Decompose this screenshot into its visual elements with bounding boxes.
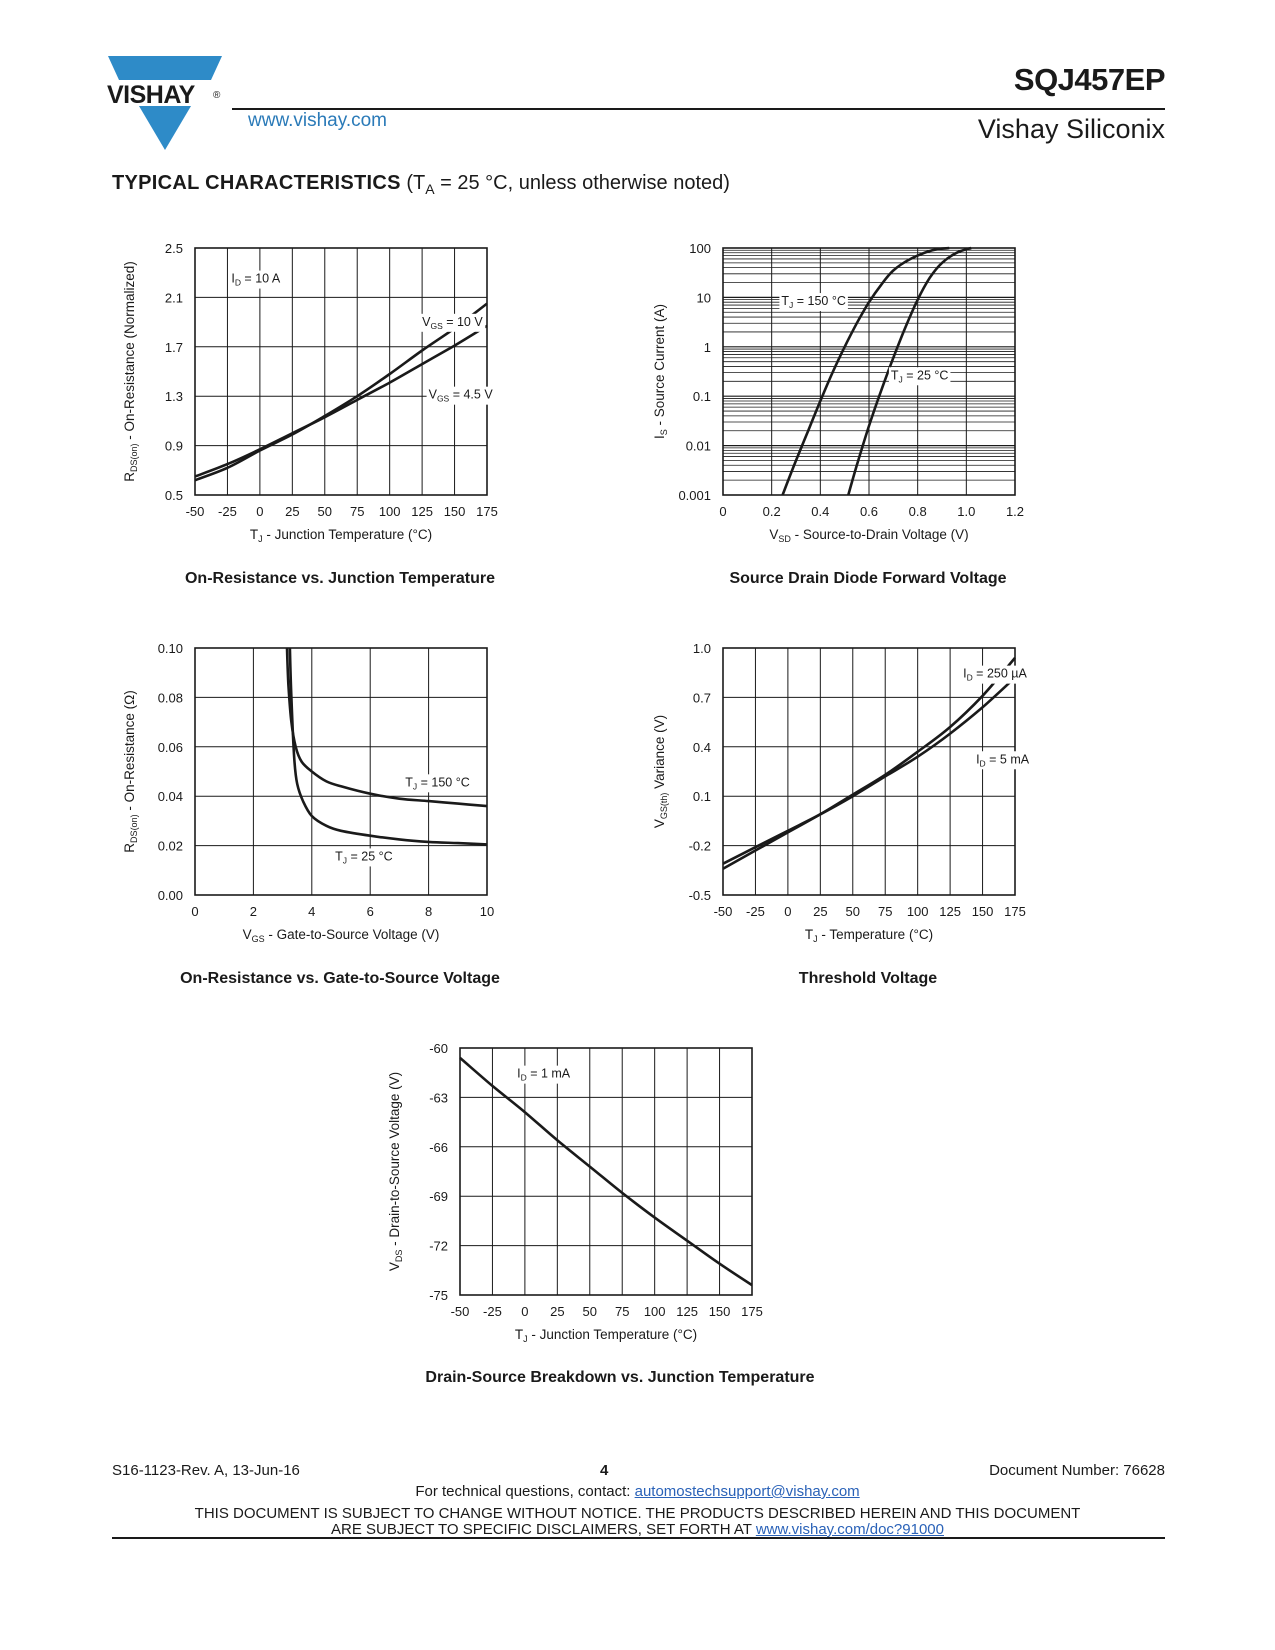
x-tick-label: 0 <box>191 904 199 919</box>
y-axis-label <box>652 304 669 439</box>
x-axis-label <box>769 527 968 544</box>
revision-info: S16-1123-Rev. A, 13-Jun-16 <box>112 1462 300 1479</box>
grid <box>723 248 1015 495</box>
x-axis-label-main: T <box>804 927 814 942</box>
annotation-text-text: = 250 µA <box>972 666 1027 681</box>
y-tick-label: 0.04 <box>157 789 183 805</box>
disclaimer-line-1: THIS DOCUMENT IS SUBJECT TO CHANGE WITHOUT NOTICE. THE PRODUCTS DESCRIBED HEREIN AND THIS DOCUMENT <box>194 1505 1081 1522</box>
x-tick-label: -25 <box>483 1304 502 1319</box>
caption-chart-4: Threshold Voltage <box>798 970 938 987</box>
annotation-1 <box>961 666 1029 684</box>
vishay-logo-text: VISHAY <box>107 81 195 109</box>
x-tick-label: 100 <box>378 504 401 519</box>
x-tick-label: 50 <box>317 504 333 519</box>
y-axis-label-sub: DS(on) <box>129 443 139 473</box>
x-tick-label: 75 <box>614 1304 630 1319</box>
y-tick-label: 2.1 <box>164 290 183 306</box>
y-tick-label: 0.7 <box>692 690 711 706</box>
chart-source-drain-diode <box>628 230 1068 570</box>
part-number: SQJ457EP <box>1013 62 1165 97</box>
vishay-logo-registered: ® <box>213 90 221 101</box>
plot-frame <box>460 1048 752 1295</box>
annotation-text-text: = 150 °C <box>417 775 470 790</box>
y-tick-label: 100 <box>689 241 711 256</box>
annotation-text-main: V <box>428 387 437 402</box>
y-tick-label: 0.00 <box>157 888 183 903</box>
x-tick-label: 0.8 <box>908 504 927 519</box>
y-axis-label-main: V <box>387 1262 402 1272</box>
annotation-text-main: T <box>890 368 899 383</box>
x-axis-label-main: V <box>242 927 252 942</box>
y-tick-label: 0.1 <box>692 789 711 805</box>
annotation-2 <box>974 751 1032 769</box>
y-tick-label: -72 <box>429 1238 448 1254</box>
x-tick-label: 50 <box>845 904 861 919</box>
y-axis-label-text: - Source Current (A) <box>652 303 667 430</box>
annotation-2 <box>420 314 485 332</box>
y-tick-label: -0.2 <box>688 838 711 854</box>
annotation-text-main: T <box>405 775 413 790</box>
x-axis-label <box>515 1327 697 1344</box>
x-tick-label: 175 <box>1004 904 1026 919</box>
x-axis-label-sub: J <box>523 1334 528 1344</box>
y-tick-label: 0.06 <box>157 739 183 755</box>
y-tick-label: 1.7 <box>164 339 183 355</box>
y-tick-label: 0.02 <box>157 838 183 854</box>
disclaimer-text: ARE SUBJECT TO SPECIFIC DISCLAIMERS, SET FORTH AT <box>331 1521 756 1538</box>
annotation-text-text: = 10 V <box>442 314 483 329</box>
annotation-1 <box>515 1066 573 1084</box>
y-axis-label <box>652 715 669 828</box>
x-axis-label-sub: GS <box>251 934 265 944</box>
x-axis-label-sub: SD <box>778 534 791 544</box>
x-axis-label-main: V <box>769 527 779 542</box>
disclaimer-link[interactable]: www.vishay.com/doc?91000 <box>755 1521 944 1538</box>
x-axis-label <box>805 927 933 944</box>
section-condition <box>406 172 730 197</box>
y-axis-label-text: - Drain-to-Source Voltage (V) <box>387 1071 402 1250</box>
vishay-logo-bar <box>108 56 222 80</box>
header-divider <box>232 108 1165 110</box>
section-title <box>112 172 730 197</box>
y-tick-label: 0.9 <box>164 438 183 454</box>
x-tick-label: -25 <box>218 504 237 519</box>
annotation-2 <box>889 367 951 385</box>
y-tick-label: 0.1 <box>692 389 711 405</box>
x-axis-label-sub: J <box>258 534 263 544</box>
y-tick-label: -66 <box>429 1139 448 1155</box>
x-tick-label: 6 <box>366 904 374 919</box>
annotation-text-sub: J <box>412 781 418 792</box>
y-tick-label: 2.5 <box>164 241 183 256</box>
y-axis-label-main: I <box>652 435 667 440</box>
series-line-2 <box>723 678 1015 864</box>
x-tick-label: 125 <box>411 504 433 519</box>
annotation-text-sub: J <box>898 374 903 385</box>
x-tick-label: 125 <box>676 1304 698 1319</box>
annotation-text-main: I <box>231 271 235 286</box>
annotation-text-sub: D <box>979 758 986 769</box>
y-axis-label-text: Variance (V) <box>652 714 667 793</box>
annotation-text-text: = 25 °C <box>902 368 949 383</box>
x-axis-label-text: - Temperature (°C) <box>817 927 934 942</box>
annotation-2 <box>333 848 395 866</box>
annotation-1 <box>779 293 848 311</box>
x-tick-label: 2 <box>249 904 258 919</box>
y-axis-label-sub: GS(th) <box>659 792 669 820</box>
y-tick-label: 0.5 <box>164 488 183 503</box>
annotation-text-sub: J <box>342 855 348 866</box>
website-link[interactable]: www.vishay.com <box>248 110 388 131</box>
caption-chart-3: On-Resistance vs. Gate-to-Source Voltage <box>180 970 500 987</box>
y-axis-label-text: - On-Resistance (Normalized) <box>122 261 137 444</box>
annotation-text <box>963 667 1027 683</box>
x-tick-label: 0.4 <box>811 504 830 519</box>
chart-threshold-voltage <box>628 630 1068 970</box>
x-axis-label <box>243 927 440 944</box>
x-tick-label: -25 <box>746 904 765 919</box>
y-tick-label: -0.5 <box>688 888 711 903</box>
annotation-text-main: I <box>517 1066 521 1081</box>
x-axis-label-main: T <box>249 527 259 542</box>
y-tick-label: 0.01 <box>685 438 711 454</box>
condition-pre: (T <box>406 172 426 194</box>
annotation-text-sub: D <box>966 672 973 683</box>
page-number: 4 <box>600 1462 609 1479</box>
caption-chart-2: Source Drain Diode Forward Voltage <box>729 570 1007 587</box>
contact-text: For technical questions, contact: <box>415 1483 635 1500</box>
caption-chart-1: On-Resistance vs. Junction Temperature <box>184 570 495 587</box>
annotation-text-sub: GS <box>436 393 450 404</box>
x-tick-label: 4 <box>308 904 316 919</box>
y-axis-label <box>122 690 139 852</box>
caption-chart-5: Drain-Source Breakdown vs. Junction Temperature <box>425 1369 815 1386</box>
y-tick-label: 0.4 <box>692 739 711 755</box>
annotation-text-sub: D <box>234 277 241 288</box>
company-name: Vishay Siliconix <box>977 114 1165 144</box>
y-axis-label-main: V <box>652 819 667 829</box>
x-tick-label: 175 <box>741 1304 763 1319</box>
x-tick-label: 1.2 <box>1005 504 1025 519</box>
x-tick-label: 0 <box>256 504 264 519</box>
contact-email-link[interactable]: automostechsupport@vishay.com <box>634 1483 860 1500</box>
annotation-3 <box>427 387 496 405</box>
annotation-text-sub: D <box>520 1072 527 1083</box>
chart-breakdown-vs-temperature <box>365 1030 805 1370</box>
x-tick-label: 50 <box>582 1304 598 1319</box>
annotation-text-main: T <box>335 849 343 864</box>
x-axis-label-text: - Junction Temperature (°C) <box>262 527 433 542</box>
y-tick-label: 10 <box>696 290 711 306</box>
x-tick-label: 75 <box>877 904 893 919</box>
chart-on-resistance-vs-vgs <box>100 630 540 970</box>
disclaimer-line-2 <box>0 1521 1275 1538</box>
y-tick-label: -60 <box>429 1041 448 1056</box>
x-tick-label: 100 <box>643 1304 666 1319</box>
x-tick-label: 0 <box>784 904 792 919</box>
x-axis-label <box>250 527 432 544</box>
y-axis-label-sub: DS(on) <box>129 814 139 843</box>
y-tick-label: 0.08 <box>157 690 183 706</box>
y-tick-label: 1 <box>703 339 711 355</box>
x-tick-label: 125 <box>939 904 961 919</box>
y-tick-label: 0.10 <box>157 641 183 656</box>
x-tick-label: 1.0 <box>957 504 976 519</box>
condition-post: = 25 °C, unless otherwise noted) <box>434 172 730 194</box>
chart-on-resistance-vs-temperature <box>100 230 540 570</box>
x-tick-label: 0 <box>521 1304 529 1319</box>
x-tick-label: -50 <box>185 504 205 519</box>
x-tick-label: 150 <box>443 504 466 519</box>
x-axis-label-main: T <box>514 1327 524 1342</box>
x-tick-label: 0 <box>719 504 727 519</box>
y-axis-label-main: R <box>122 472 137 482</box>
annotation-text-sub: J <box>789 300 794 311</box>
y-tick-label: -75 <box>429 1288 448 1303</box>
y-tick-label: 1.0 <box>692 641 711 656</box>
x-tick-label: 10 <box>479 904 495 919</box>
vishay-logo <box>106 54 224 152</box>
annotation-text-text: = 5 mA <box>985 752 1030 767</box>
x-axis-label-sub: J <box>813 934 818 944</box>
condition-sub: A <box>425 181 435 197</box>
grid <box>723 648 1015 895</box>
x-tick-label: 25 <box>285 504 300 519</box>
x-tick-label: 100 <box>906 904 929 919</box>
y-axis-label-sub: DS <box>394 1249 404 1263</box>
x-tick-label: 25 <box>813 904 828 919</box>
annotation-text-text: = 1 mA <box>526 1066 571 1081</box>
x-tick-label: 75 <box>349 504 365 519</box>
y-tick-label: -63 <box>429 1090 448 1106</box>
series-line-2 <box>290 648 487 844</box>
x-tick-label: 175 <box>476 504 498 519</box>
x-axis-label-text: - Source-to-Drain Voltage (V) <box>790 527 969 542</box>
vishay-logo-triangle <box>139 106 191 150</box>
annotation-text-main: V <box>422 314 431 329</box>
annotation-text-main: I <box>963 666 967 681</box>
y-tick-label: 0.001 <box>678 488 711 503</box>
annotation-text-sub: GS <box>430 320 443 331</box>
annotation-text-text: = 4.5 V <box>449 387 493 402</box>
annotation-text-main: I <box>976 752 980 767</box>
series-line-1 <box>460 1058 752 1285</box>
x-tick-label: 25 <box>550 1304 565 1319</box>
document-number: Document Number: 76628 <box>989 1462 1165 1479</box>
contact-line <box>0 1483 1275 1500</box>
y-axis-label-text: - On-Resistance (Ω) <box>122 690 137 815</box>
series-line-1 <box>723 658 1015 869</box>
x-tick-label: -50 <box>713 904 733 919</box>
x-axis-label-text: - Gate-to-Source Voltage (V) <box>264 927 440 942</box>
y-tick-label: 1.3 <box>164 389 183 405</box>
grid <box>460 1048 752 1295</box>
x-tick-label: 8 <box>424 904 433 919</box>
x-tick-label: 150 <box>708 1304 731 1319</box>
annotation-text-main: T <box>781 294 790 309</box>
y-tick-label: -69 <box>429 1189 448 1205</box>
y-axis-label <box>387 1072 404 1271</box>
x-axis-label-text: - Junction Temperature (°C) <box>527 1327 698 1342</box>
x-tick-label: 150 <box>971 904 994 919</box>
plot-frame <box>723 648 1015 895</box>
annotation-text-text: = 150 °C <box>793 294 846 309</box>
x-tick-label: 0.6 <box>859 504 879 519</box>
x-tick-label: 0.2 <box>762 504 781 519</box>
section-title-bold: TYPICAL CHARACTERISTICS <box>112 172 401 194</box>
y-axis-label-main: R <box>122 842 137 853</box>
y-axis-label <box>122 261 139 482</box>
y-axis-label-sub: S <box>659 429 669 436</box>
x-tick-label: -50 <box>450 1304 470 1319</box>
annotation-text-text: = 25 °C <box>347 849 393 864</box>
annotation-text-text: = 10 A <box>240 271 281 286</box>
annotation-1 <box>229 271 283 289</box>
annotation-1 <box>403 774 472 792</box>
